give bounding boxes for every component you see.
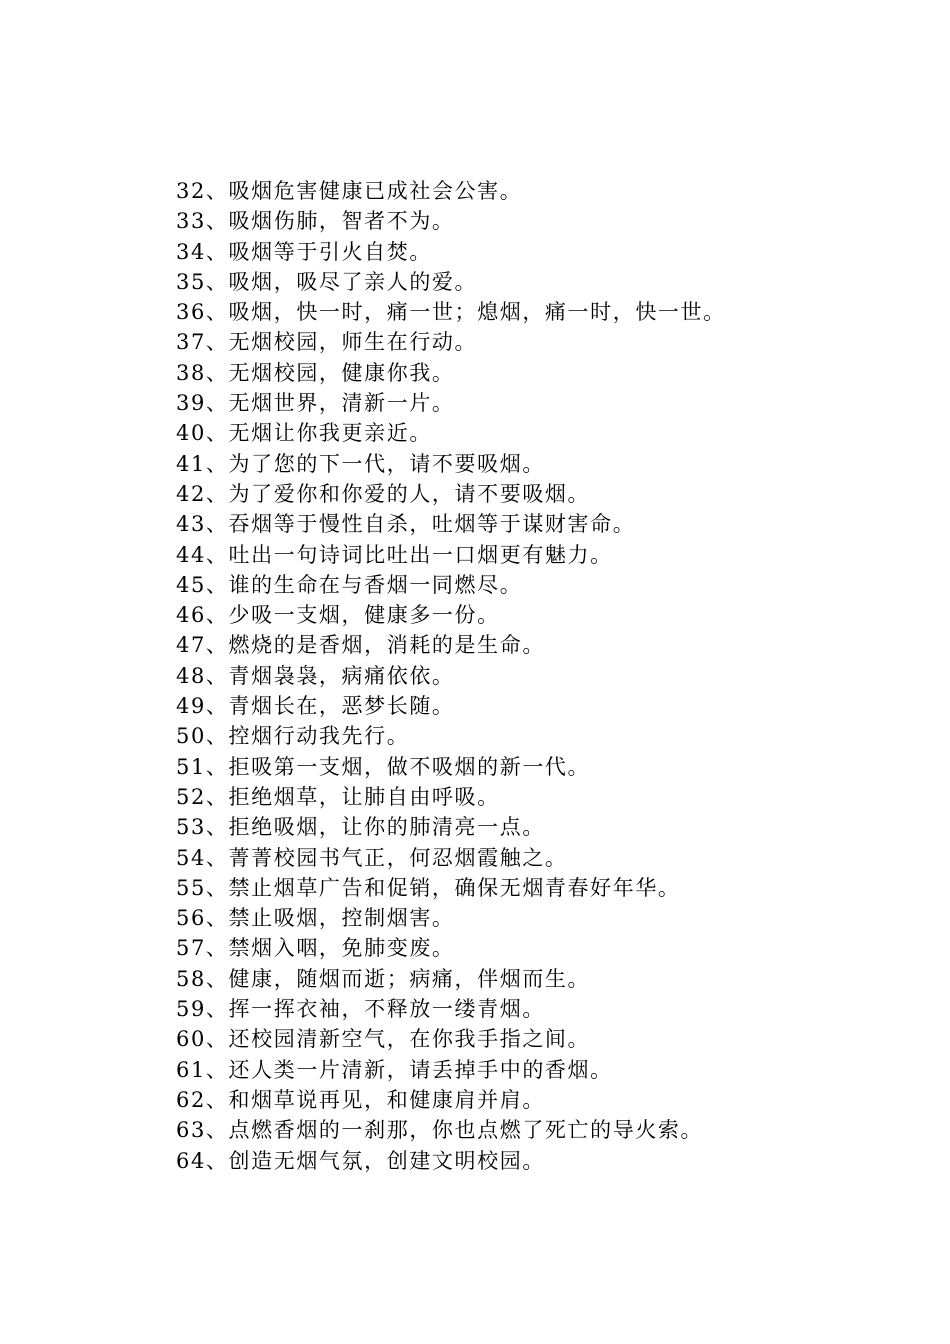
slogan-item: 37、无烟校园，师生在行动。 [176, 330, 478, 355]
slogan-item: 53、拒绝吸烟，让你的肺清亮一点。 [176, 815, 545, 840]
slogan-list [176, 176, 726, 1176]
slogan-item: 32、吸烟危害健康已成社会公害。 [176, 179, 523, 203]
slogan-item: 54、菁菁校园书气正，何忍烟霞触之。 [176, 845, 568, 870]
slogan-item: 63、点燃香烟的一刹那，你也点燃了死亡的导火索。 [176, 1118, 704, 1143]
slogan-item: 52、拒绝烟草，让肺自由呼吸。 [176, 784, 500, 809]
slogan-item: 47、燃烧的是香烟，消耗的是生命。 [176, 633, 545, 658]
slogan-item: 51、拒吸第一支烟，做不吸烟的新一代。 [176, 754, 591, 779]
slogan-item: 46、少吸一支烟，健康多一份。 [176, 603, 500, 628]
slogan-item: 35、吸烟，吸尽了亲人的爱。 [176, 269, 478, 294]
slogan-item: 49、青烟长在，恶梦长随。 [176, 694, 455, 719]
slogan-item: 41、为了您的下一代，请不要吸烟。 [176, 451, 545, 476]
slogan-item: 62、和烟草说再见，和健康肩并肩。 [176, 1087, 545, 1112]
slogan-item: 48、青烟袅袅，病痛依依。 [176, 663, 455, 688]
slogan-item: 34、吸烟等于引火自焚。 [176, 239, 432, 264]
slogan-item: 45、谁的生命在与香烟一同燃尽。 [176, 572, 523, 597]
slogan-item: 42、为了爱你和你爱的人，请不要吸烟。 [176, 481, 591, 506]
slogan-item: 44、吐出一句诗词比吐出一口烟更有魅力。 [176, 542, 613, 567]
slogan-item: 61、还人类一片清新，请丢掉手中的香烟。 [176, 1057, 613, 1082]
slogan-item: 55、禁止烟草广告和促销，确保无烟青春好年华。 [176, 875, 681, 900]
slogan-item: 57、禁烟入咽，免肺变废。 [176, 936, 455, 961]
slogan-item: 56、禁止吸烟，控制烟害。 [176, 906, 455, 931]
slogan-item: 33、吸烟伤肺，智者不为。 [176, 209, 455, 234]
slogan-item: 36、吸烟，快一时，痛一世；熄烟，痛一时，快一世。 [176, 300, 726, 325]
slogan-item: 59、挥一挥衣袖，不释放一缕青烟。 [176, 997, 545, 1022]
slogan-item: 40、无烟让你我更亲近。 [176, 421, 432, 446]
slogan-item: 39、无烟世界，清新一片。 [176, 391, 455, 416]
slogan-item: 50、控烟行动我先行。 [176, 724, 410, 749]
slogan-item: 64、创造无烟气氛，创建文明校园。 [176, 1148, 545, 1173]
slogan-item: 38、无烟校园，健康你我。 [176, 360, 455, 385]
slogan-item: 43、吞烟等于慢性自杀，吐烟等于谋财害命。 [176, 512, 636, 537]
slogan-item: 58、健康，随烟而逝；病痛，伴烟而生。 [176, 966, 591, 991]
slogan-item: 60、还校园清新空气，在你我手指之间。 [176, 1027, 591, 1052]
